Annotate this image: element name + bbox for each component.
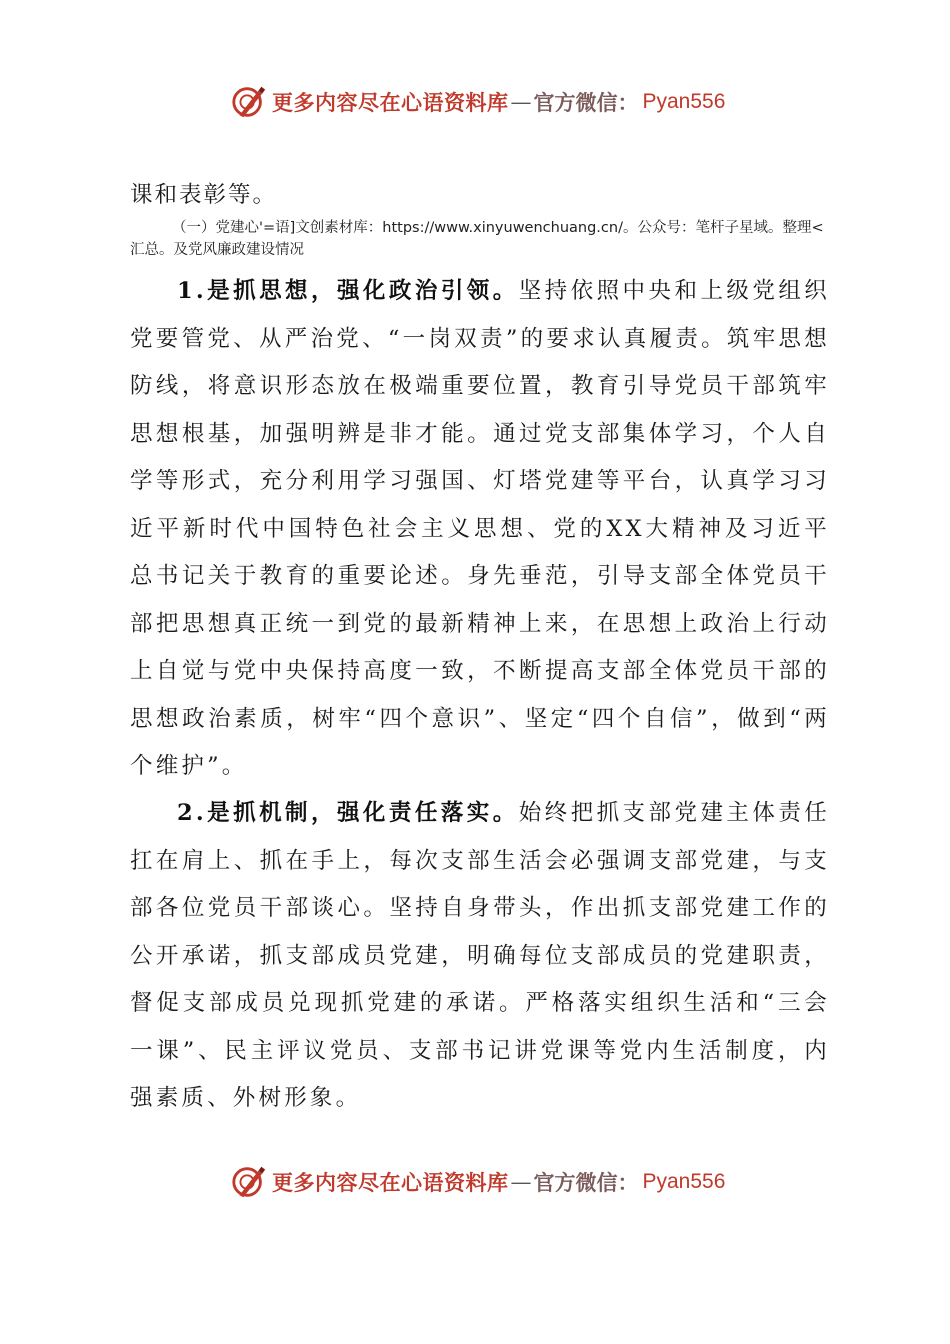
lead-text: 课和表彰等。: [130, 182, 278, 208]
pen-logo-icon: [230, 1163, 268, 1201]
source-note: [130, 217, 830, 261]
section-heading-1: 1.是抓思想，强化政治引领。: [177, 278, 519, 304]
footer-banner: [230, 1160, 750, 1204]
banner-separator: —: [510, 90, 532, 114]
banner-separator: —: [510, 1170, 532, 1194]
banner-wechat-id: Pyan556: [642, 90, 726, 113]
section-paragraph-2: [130, 790, 830, 1123]
banner-official-label: 官方微信：: [533, 90, 639, 115]
section-body-1: 坚持依照中央和上级党组织党要管党、从严治党、“一岗双责”的要求认真履责。筑牢思想防线，将意识形态放在极端重要位置，教育引导党员干部筑牢思想根基，加强明辨是非才能。通过党支部集体学习，个人自学等形式，充分利用学习强国、灯塔党建等平台，认真学习习近平新时代中国特色社会主义思想、党的XX大精神及习近平总书记关于教育的重要论述。身先垂范，引导支部全体党员干部把思想真正统一到党的最新精神上来，在思想上政治上行动上自觉与党中央保持高度一致，不断提高支部全体党员干部的思想政治素质，树牢“四个意识”、坚定“四个自信”，做到“两个维护”。: [130, 278, 830, 779]
header-banner: [230, 80, 750, 124]
pen-logo-icon: [230, 83, 268, 121]
banner-official-label: 官方微信：: [533, 1170, 639, 1195]
source-note-text: （一）党建心'=语]文创素材库：https://www.xinyuwenchuang.cn/。公众号：笔杆子星域。整理<汇总。及党风廉政建设情况: [130, 220, 824, 258]
banner-wechat-id: Pyan556: [642, 1170, 726, 1193]
section-body-2: 始终把抓支部党建主体责任扛在肩上、抓在手上，每次支部生活会必强调支部党建，与支部各位党员干部谈心。坚持自身带头，作出抓支部党建工作的公开承诺，抓支部成员党建，明确每位支部成员的党建职责，督促支部成员兑现抓党建的承诺。严格落实组织生活和“三会一课”、民主评议党员、支部书记讲党课等党内生活制度，内强素质、外树形象。: [130, 800, 830, 1111]
banner-text: 更多内容尽在心语资料库: [272, 90, 509, 115]
section-paragraph-1: [130, 268, 830, 791]
banner-text: 更多内容尽在心语资料库: [272, 1170, 509, 1195]
section-heading-2: 2.是抓机制，强化责任落实。: [177, 800, 519, 826]
